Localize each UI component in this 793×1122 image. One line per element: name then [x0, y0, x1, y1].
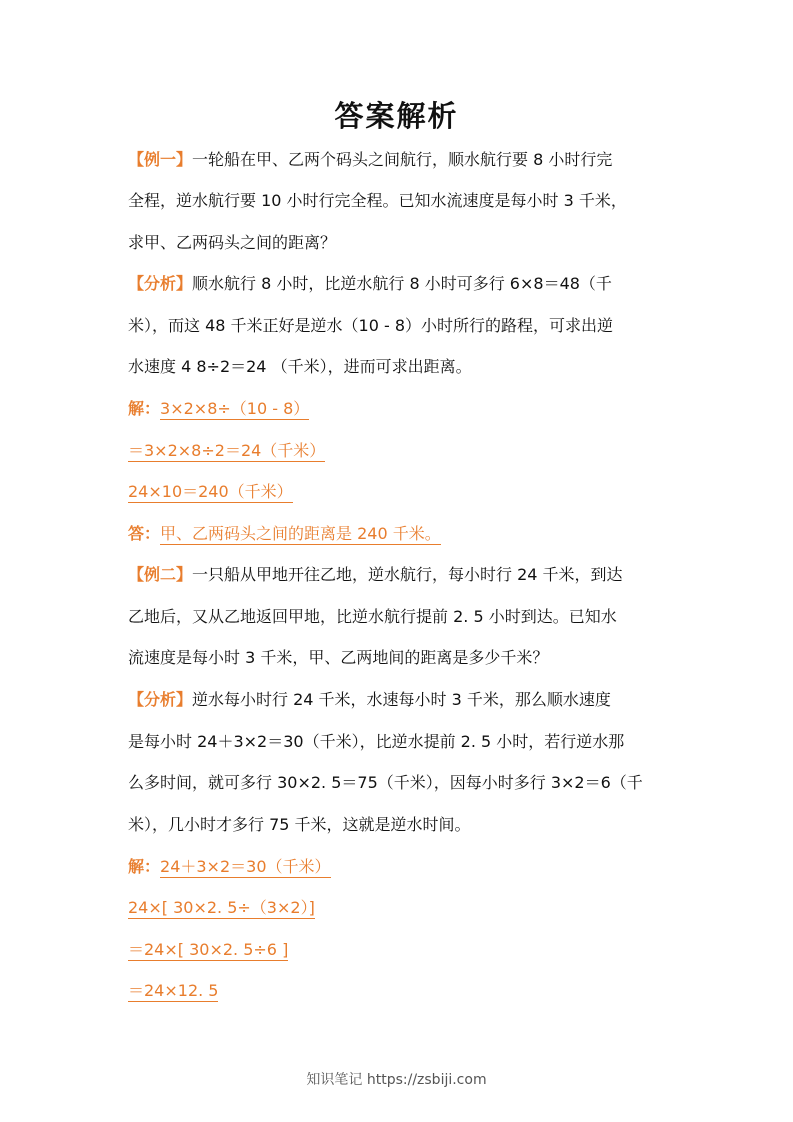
example2-question-text1: 一只船从甲地开往乙地，逆水航行，每小时行 24 千米，到达: [192, 565, 623, 584]
example2-analysis-text1: 逆水每小时行 24 千米，水速每小时 3 千米，那么顺水速度: [192, 690, 611, 709]
example1-solution-step2: ＝3×2×8÷2＝24（千米）: [128, 441, 326, 460]
example1-question-line2: 全程，逆水航行要 10 小时行完全程。已知水流速度是每小时 3 千米，: [128, 191, 627, 210]
example2-label: 【例二】: [128, 565, 193, 584]
example2-question-line3: 流速度是每小时 3 千米，甲、乙两地间的距离是多少千米？: [128, 648, 549, 667]
example1-question-line1: [128, 149, 612, 171]
example2-solution-line1: [128, 856, 331, 878]
example1-question-line3: 求甲、乙两码头之间的距离？: [128, 233, 337, 252]
example2-solution-step2: 24×[ 30×2. 5÷（3×2）]: [128, 898, 315, 917]
example1-analysis-line3: 水速度 4 8÷2＝24 （千米），进而可求出距离。: [128, 357, 472, 376]
example2-analysis-label: 【分析】: [128, 690, 193, 709]
example2-solution-line3: [128, 939, 288, 961]
example1-analysis-label: 【分析】: [128, 274, 193, 293]
example2-solution-step3: ＝24×[ 30×2. 5÷6 ]: [128, 940, 289, 959]
example2-question-line1: [128, 564, 623, 586]
example1-analysis-text1: 顺水航行 8 小时，比逆水航行 8 小时可多行 6×8＝48（千: [192, 274, 612, 293]
example1-solution-line2: [128, 440, 325, 462]
example1-analysis-line1: [128, 273, 612, 295]
example1-solution-step1: 3×2×8÷（10 - 8）: [160, 399, 310, 418]
example2-question-line2: 乙地后，又从乙地返回甲地，比逆水航行提前 2. 5 小时到达。已知水: [128, 607, 617, 626]
example2-analysis-line3: 么多时间，就可多行 30×2. 5＝75（千米），因每小时多行 3×2＝6（千: [128, 773, 643, 792]
page-title: 答案解析: [334, 99, 459, 133]
example2-solution-step4: ＝24×12. 5: [128, 981, 219, 1000]
example2-analysis-line4: 米），几小时才多行 75 千米，这就是逆水时间。: [128, 815, 471, 834]
example1-label: 【例一】: [128, 150, 193, 169]
example1-answer-text: 甲、乙两码头之间的距离是 240 千米。: [160, 524, 441, 543]
example2-solution-step1: 24＋3×2＝30（千米）: [160, 857, 331, 876]
example1-solution-line3: [128, 481, 293, 503]
example2-analysis-line1: [128, 689, 611, 711]
example1-answer-label: 答：: [128, 524, 161, 543]
example1-question-text1: 一轮船在甲、乙两个码头之间航行，顺水航行要 8 小时行完: [192, 150, 613, 169]
example1-answer-line: [128, 523, 441, 545]
example2-solution-line2: [128, 897, 315, 919]
example2-solution-line4: [128, 980, 218, 1002]
example1-analysis-line2: 米），而这 48 千米正好是逆水（10 - 8）小时所行的路程，可求出逆: [128, 316, 614, 335]
example1-solution-label: 解：: [128, 399, 161, 418]
footer-watermark: 知识笔记 https://zsbiji.com: [306, 1072, 487, 1088]
example2-analysis-line2: 是每小时 24＋3×2＝30（千米），比逆水提前 2. 5 小时，若行逆水那: [128, 732, 625, 751]
example2-solution-label: 解：: [128, 857, 161, 876]
example1-solution-line1: [128, 398, 309, 420]
example1-solution-step3: 24×10＝240（千米）: [128, 482, 293, 501]
